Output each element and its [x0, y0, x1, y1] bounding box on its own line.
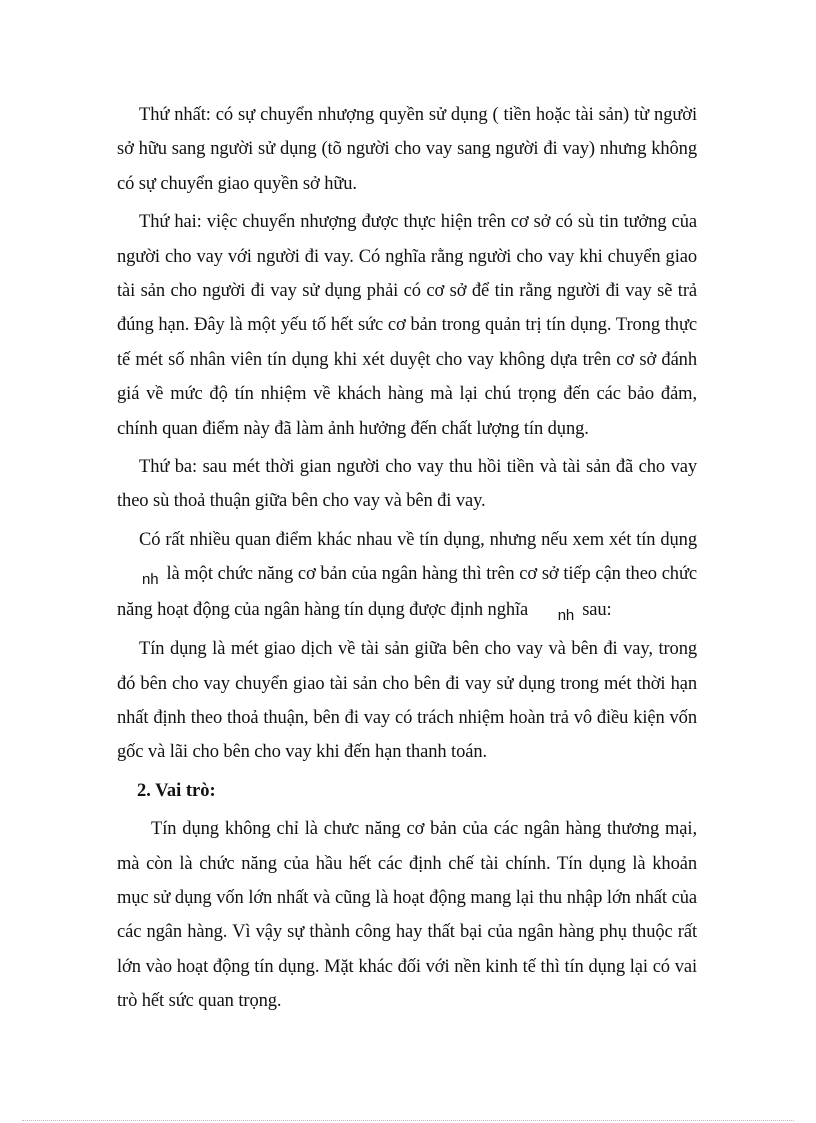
paragraph-first-feature: Thứ nhất: có sự chuyển nhượng quyền sử dụng ( tiền hoặc tài sản) từ người sở hữu sang người sử dụng (tõ người cho vay sang người đi vay) nhưng không có sự chuyển giao quyền sở hữu. [117, 105, 697, 194]
paragraph-credit-views-part-a: Có rất nhiều quan điểm khác nhau về tín dụng, nhưng nếu xem xét tín dụng [139, 529, 697, 550]
paragraph-credit-views-part-c: sau: [582, 599, 612, 620]
paragraph-credit-views-part-b: là một chức năng cơ bản của ngân hàng thì trên cơ sở tiếp cận theo chức năng hoạt động của ngân hàng tín dụng được định nghĩa [117, 564, 697, 620]
page-bottom-divider [22, 1120, 794, 1121]
paragraph-second-feature: Thứ hai: việc chuyển nhượng được thực hiện trên cơ sở có sù tin tưởng của người cho vay với người đi vay. Có nghĩa rằng người cho vay khi chuyển giao tài sản cho người đi vay sử dụng phải có cơ sở để tin rằng người đi vay sẽ trả đúng hạn. Đây là một yếu tố hết sức cơ bản trong quản trị tín dụng. Trong thực tế mét số nhân viên tín dụng khi xét duyệt cho vay không dựa trên cơ sở đánh giá về mức độ tín nhiệm về khách hàng mà lại chú trọng đến các bảo đảm, chính quan điểm này đã làm ảnh hưởng đến chất lượng tín dụng. [117, 212, 697, 439]
section-heading-role: 2. Vai trò: [137, 780, 216, 801]
paragraph-credit-role: Tín dụng không chỉ là chưc năng cơ bản của các ngân hàng thương mại, mà còn là chức năng của hầu hết các định chế tài chính. Tín dụng là khoản mục sử dụng vốn lớn nhất và cũng là hoạt động mang lại thu nhập lớn nhất của các ngân hàng. Vì vậy sự thành công hay thất bại của ngân hàng phụ thuộc rất lớn vào hoạt động tín dụng. Mặt khác đối với nền kinh tế thì tín dụng lại có vai trò hết sức quan trọng. [117, 819, 697, 1012]
document-body [117, 98, 697, 1023]
paragraph-credit-definition: Tín dụng là mét giao dịch về tài sản giữa bên cho vay và bên đi vay, trong đó bên cho vay chuyển giao tài sản cho bên đi vay sử dụng trong mét thời hạn nhất định theo thoả thuận, bên đi vay có trách nhiệm hoàn trả vô điều kiện vốn gốc và lãi cho bên cho vay khi đến hạn thanh toán. [117, 639, 697, 763]
paragraph-credit-views [117, 523, 697, 628]
paragraph-third-feature: Thứ ba: sau mét thời gian người cho vay thu hồi tiền và tài sản đã cho vay theo sù thoả thuận giữa bên cho vay và bên đi vay. [117, 457, 697, 512]
subscript-nh-1: nh [142, 571, 159, 589]
subscript-nh-2: nh [557, 606, 575, 624]
